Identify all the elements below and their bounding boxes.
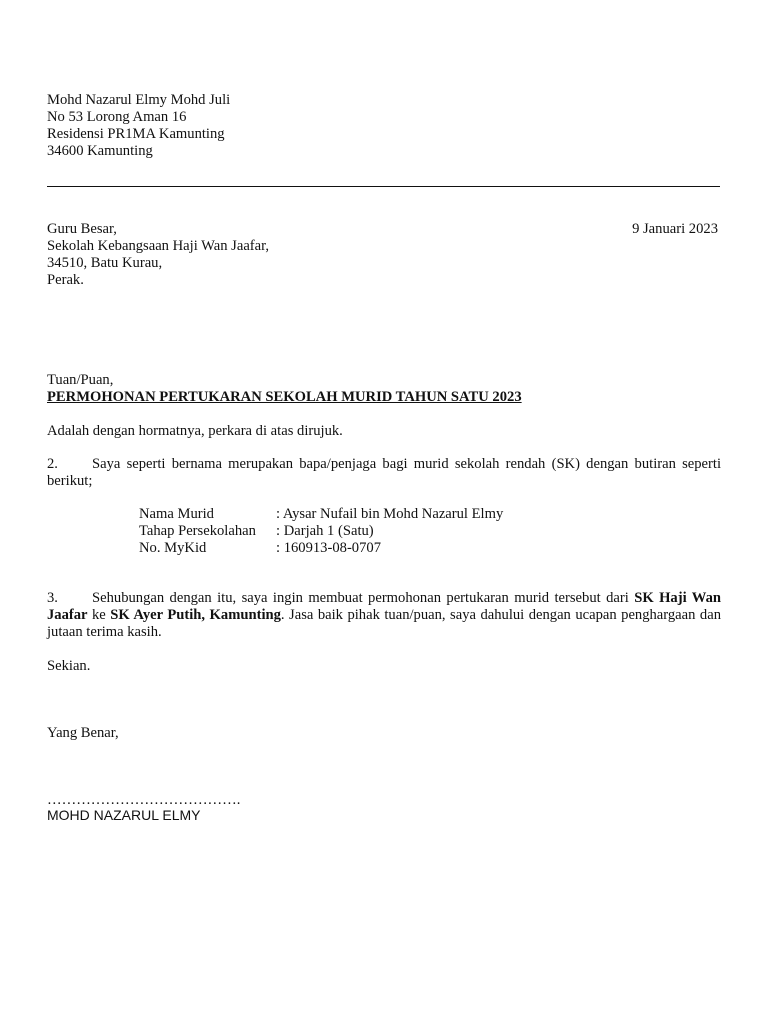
paragraph-2 [47,456,721,490]
to-school: SK Ayer Putih, Kamunting [110,607,281,623]
paragraph-3 [47,590,721,641]
from-school: SK Haji Wan Jaafar [47,590,721,623]
detail-row-level [139,523,503,540]
sender-address-line-3: 34600 Kamunting [47,143,153,159]
paragraph-2-number: 2. [47,456,58,472]
sender-address-line-2: Residensi PR1MA Kamunting [47,126,225,142]
detail-label: Tahap Persekolahan [139,523,256,539]
header-divider [47,186,720,187]
signature-line: …………………………………. [47,792,241,808]
detail-value: : 160913-08-0707 [276,540,381,556]
letter-date: 9 Januari 2023 [632,221,718,237]
recipient-line-2: Sekolah Kebangsaan Haji Wan Jaafar, [47,238,270,254]
subject-heading: PERMOHONAN PERTUKARAN SEKOLAH MURID TAHUN SATU 2023 [47,389,522,405]
recipient-line-4: Perak. [47,272,84,288]
detail-label: Nama Murid [139,506,214,522]
salutation: Tuan/Puan, [47,372,114,388]
detail-row-name [139,506,503,523]
detail-value: : Darjah 1 (Satu) [276,523,374,539]
detail-row-mykid [139,540,503,557]
recipient-line-1: Guru Besar, [47,221,117,237]
sender-address-line-1: No 53 Lorong Aman 16 [47,109,187,125]
detail-label: No. MyKid [139,540,207,556]
paragraph-3-text-3: . Jasa baik pihak tuan/puan, saya dahului dengan ucapan penghargaan dan jutaan terima kasih. [47,607,721,640]
paragraph-3-text-2: ke [87,607,111,623]
sign-off: Yang Benar, [47,725,119,741]
recipient-line-3: 34510, Batu Kurau, [47,255,163,271]
student-details [139,506,503,557]
opening-line: Adalah dengan hormatnya, perkara di atas dirujuk. [47,423,343,439]
paragraph-3-text-1: Sehubungan dengan itu, saya ingin membuat permohonan pertukaran murid tersebut dari [92,590,635,606]
closing: Sekian. [47,658,91,674]
signer-name: MOHD NAZARUL ELMY [47,807,201,823]
sender-name: Mohd Nazarul Elmy Mohd Juli [47,92,231,108]
paragraph-2-text: Saya seperti bernama merupakan bapa/penjaga bagi murid sekolah rendah (SK) dengan butiran seperti berikut; [47,456,721,489]
paragraph-3-number: 3. [47,590,58,606]
detail-value: : Aysar Nufail bin Mohd Nazarul Elmy [276,506,504,522]
